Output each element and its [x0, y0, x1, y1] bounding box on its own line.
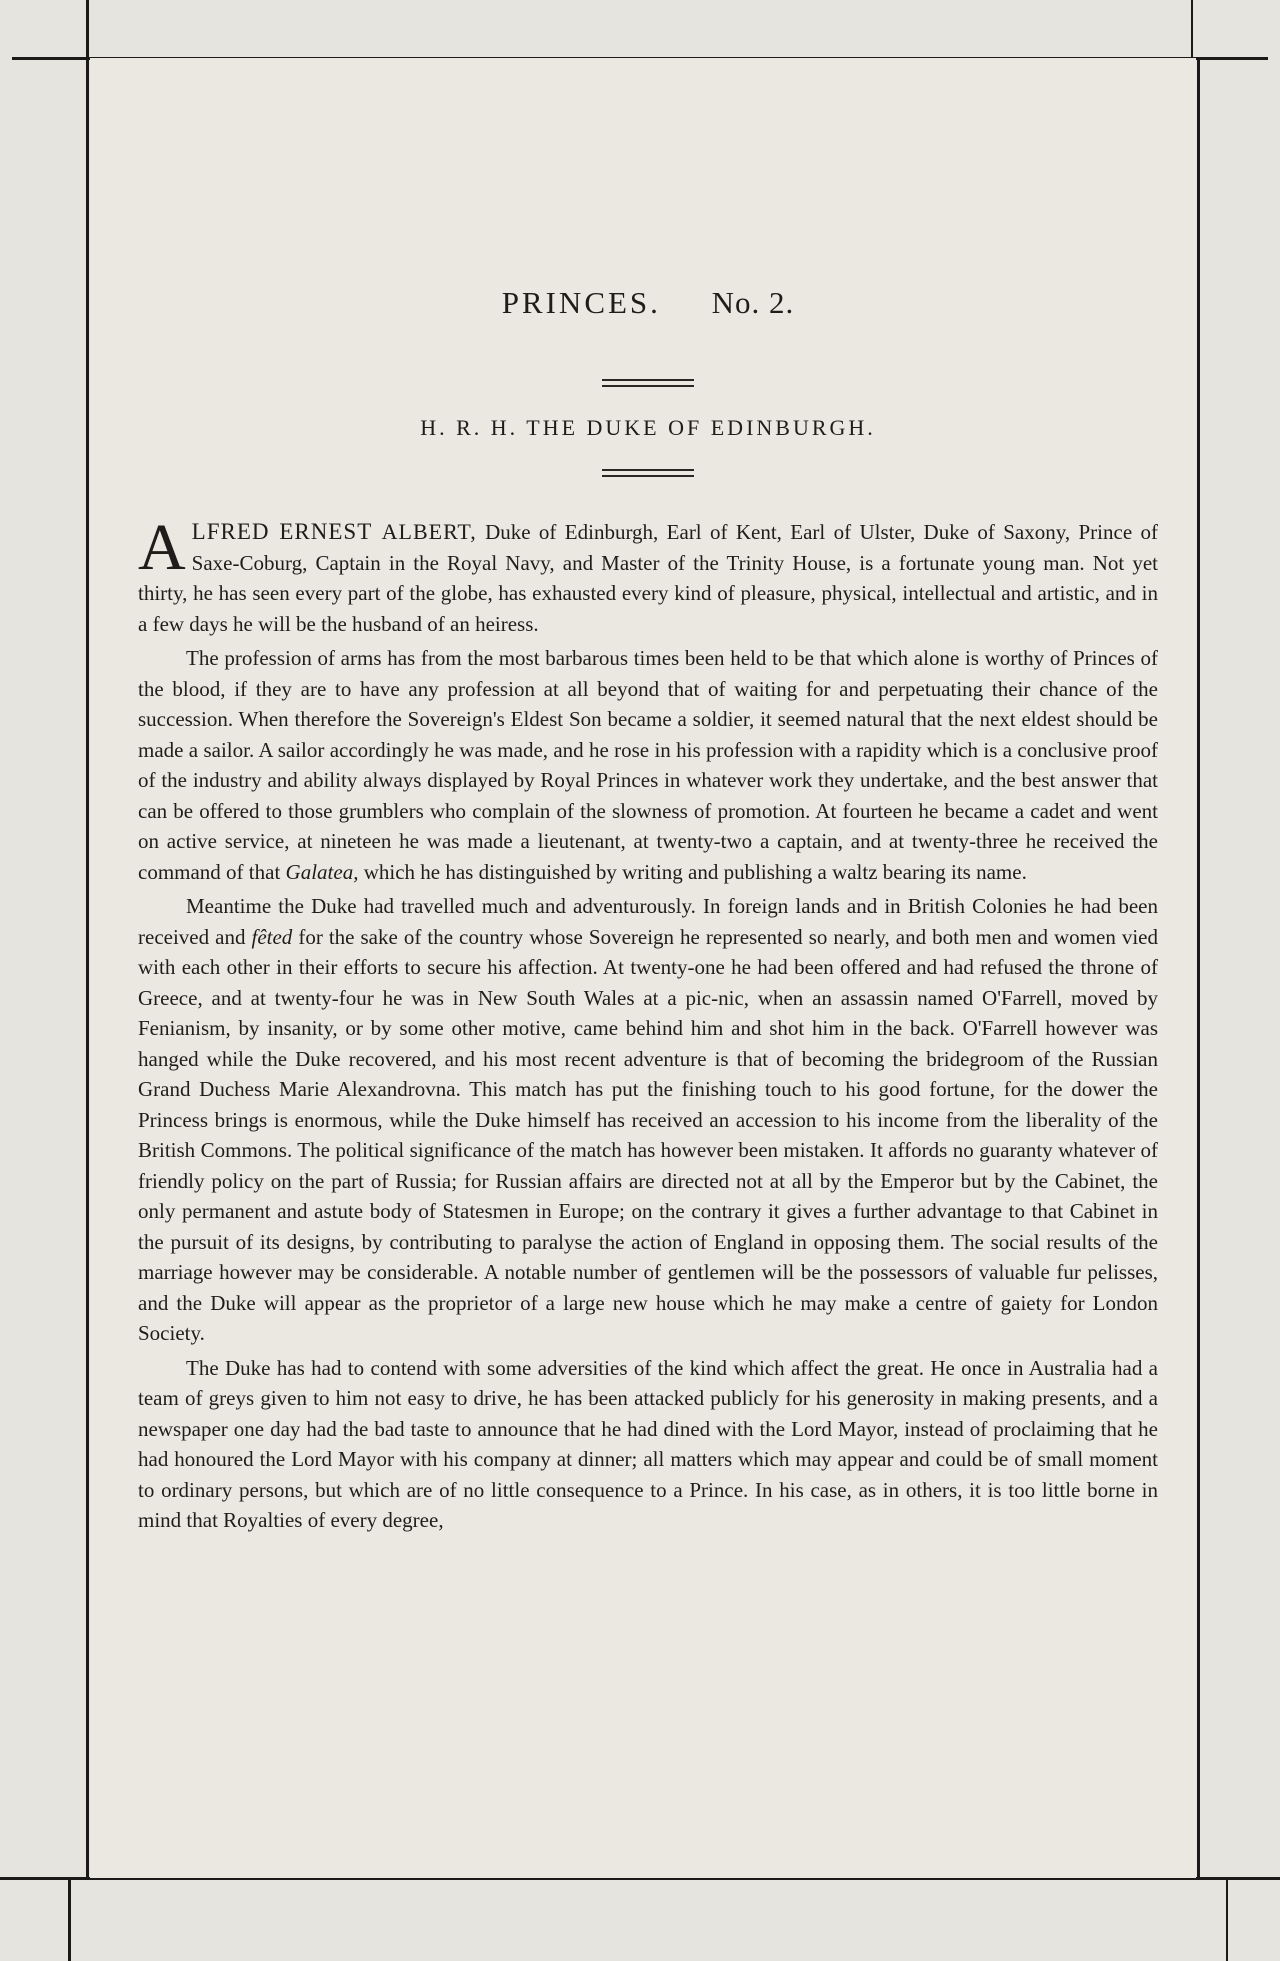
word-feted: fêted	[251, 924, 293, 949]
paragraph-1	[138, 511, 1158, 639]
paragraph-2-text-b: which he has distinguished by writing and publishing a waltz bearing its name.	[358, 859, 1027, 884]
paragraph-1-text: Duke of Edinburgh, Earl of Kent, Earl of Ulster, Duke of Saxony, Prince of Saxe-Coburg, Captain in the Royal Navy, and Master of the Trinity House, is a fortunate young man. Not yet thirty, he has seen every part of the globe, has exhausted every kind of pleasure, physical, intellectual and artistic, and in a few days he will be the husband of an heiress.	[138, 520, 1158, 636]
ornament-rule-bottom	[602, 469, 694, 477]
paragraph-3	[138, 891, 1158, 1349]
ship-name-galatea: Galatea,	[285, 859, 359, 884]
frame-rule-right-upper	[1191, 0, 1193, 60]
article-body	[138, 511, 1158, 1536]
drop-cap: A	[138, 511, 186, 584]
article-subtitle: H. R. H. THE DUKE OF EDINBURGH.	[420, 415, 876, 440]
frame-rule-left-upper	[86, 0, 89, 1880]
paragraph-3-text-a: Meantime the Duke had travelled much and adventurously. In foreign lands and in British Colonies he had been received and	[138, 894, 1158, 949]
title-series: PRINCES.	[501, 285, 661, 320]
title-number: No. 2.	[711, 285, 795, 320]
ornament-rule-top	[602, 379, 694, 387]
article	[138, 285, 1158, 1540]
paragraph-2	[138, 643, 1158, 887]
frame-rule-left-lower	[68, 1878, 71, 1961]
page-title	[138, 285, 1158, 323]
frame-rule-right-lower	[1226, 1878, 1228, 1961]
paragraph-3-text-b: for the sake of the country whose Sovereign he represented so nearly, and both men and women vied with each other in their efforts to secure his affection. At twenty-one he had been offered and had refused the throne of Greece, and at twenty-four he was in New South Wales at a pic-nic, when an assassin named O'Farrell, moved by Fenianism, by insanity, or by some other motive, came behind him and shot him in the back. O'Farrell however was hanged while the Duke recovered, and his most recent adventure is that of becoming the bridegroom of the Russian Grand Duchess Marie Alexandrovna. This match has put the finishing touch to his good fortune, for the dower the Princess brings is enormous, while the Duke himself has received an accession to his income from the liberality of the British Commons. The political significance of the match has however been mistaken. It affords no guaranty whatever of friendly policy on the part of Russia; for Russian affairs are directed not at all by the Emperor but by the Cabinet, the only permanent and astute body of Statesmen in Europe; on the contrary it gives a further advantage to that Cabinet in the pursuit of its designs, by contributing to paralyse the action of England in opposing them. The social results of the marriage however may be considerable. A notable number of gentlemen will be the possessors of valuable fur pelisses, and the Duke will appear as the proprietor of a large new house which he may make a centre of gaiety for London Society.	[138, 924, 1158, 1345]
lead-caps-1: LFRED ERNEST	[191, 519, 373, 544]
lead-words	[192, 520, 477, 544]
lead-caps-2: ALBERT,	[381, 519, 477, 544]
paragraph-2-text-a: The profession of arms has from the most barbarous times been held to be that which alone is worthy of Princes of the blood, if they are to have any profession at all beyond that of waiting for and perpetuating their chance of the succession. When therefore the Sovereign's Eldest Son became a soldier, it seemed natural that the next eldest should be made a sailor. A sailor accordingly he was made, and he rose in his profession with a rapidity which is a conclusive proof of the industry and ability always displayed by Royal Princes in whatever work they undertake, and the best answer that can be offered to those grumblers who complain of the slowness of promotion. At fourteen he became a cadet and went on active service, at nineteen he was made a lieutenant, at twenty-two a captain, and at twenty-three he received the command of that	[138, 646, 1158, 884]
paragraph-4: The Duke has had to contend with some adversities of the kind which affect the great. He once in Australia had a team of greys given to him not easy to drive, he has been attacked publicly for his generosity in making presents, and a newspaper one day had the bad taste to announce that he had dined with the Lord Mayor, instead of proclaiming that he had honoured the Lord Mayor with his company at dinner; all matters which may appear and could be of small moment to ordinary persons, but which are of no little consequence to a Prince. In his case, as in others, it is too little borne in mind that Royalties of every degree,	[138, 1355, 1158, 1532]
frame-rule-right	[1197, 58, 1200, 1880]
